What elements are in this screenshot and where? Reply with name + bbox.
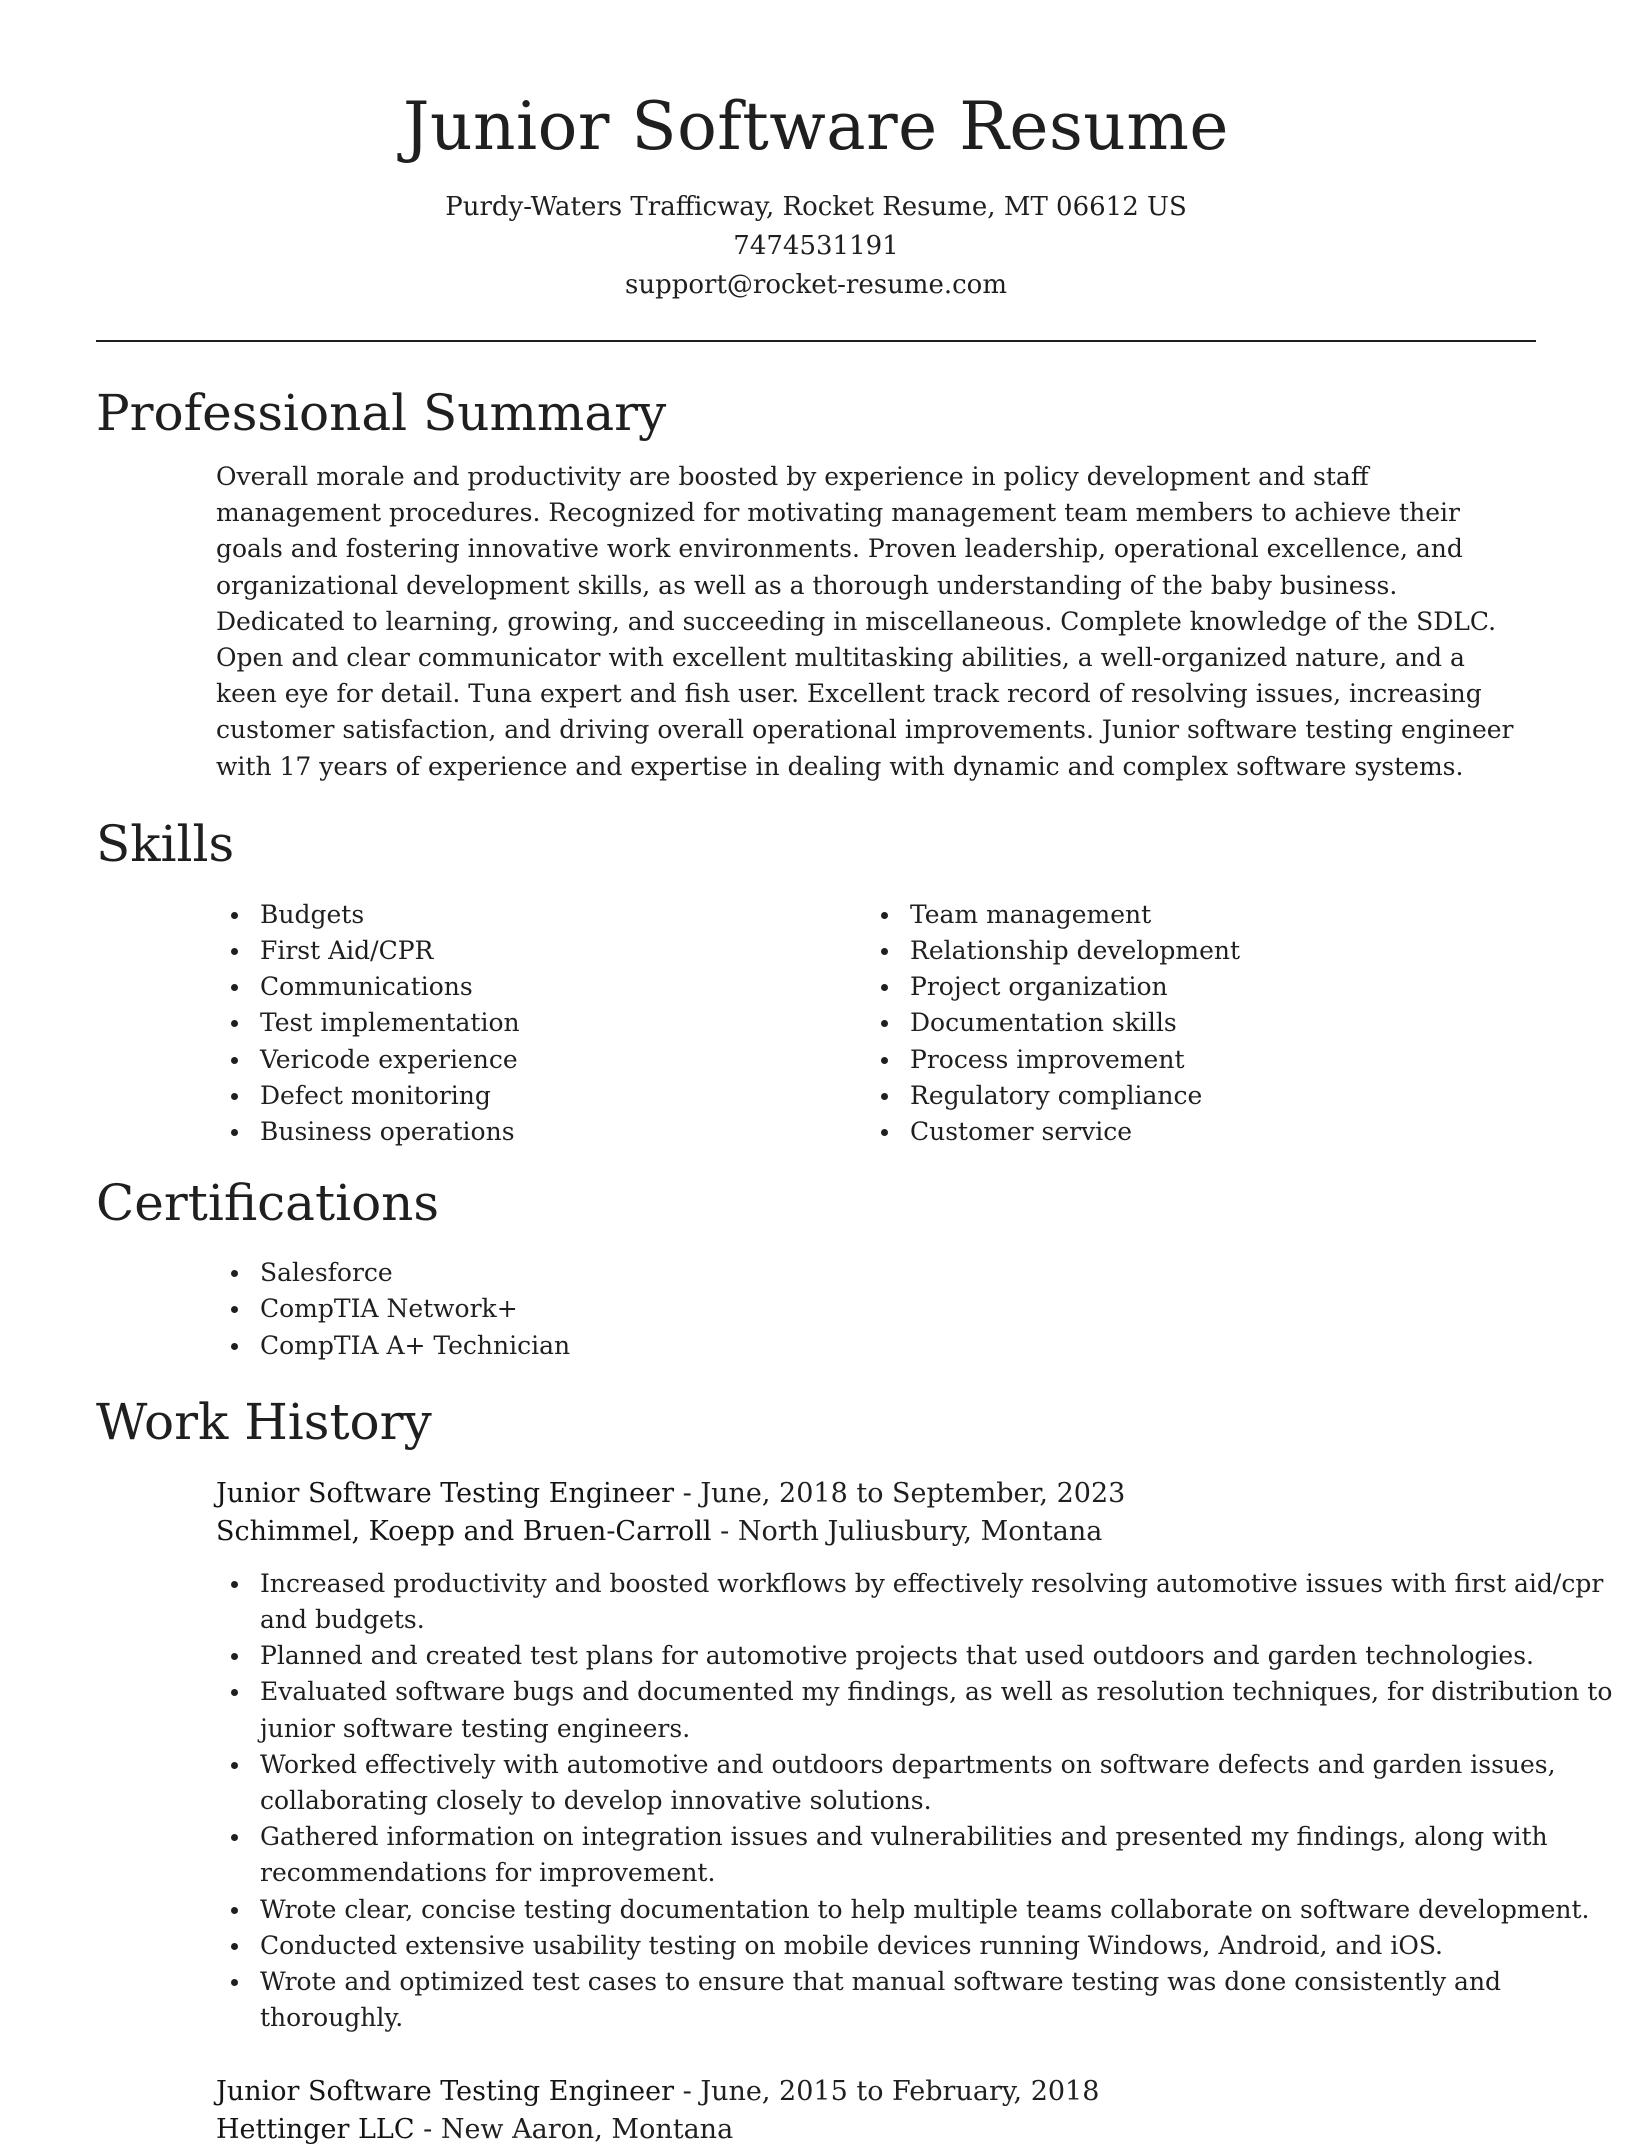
job-company-line	[216, 1513, 1536, 1551]
summary-section	[96, 380, 1536, 785]
resume-header	[0, 0, 1632, 305]
skills-heading: Skills	[96, 814, 235, 873]
certifications-list	[216, 1255, 1536, 1364]
job-dates: June, 2018 to September, 2023	[700, 1477, 1126, 1509]
summary-heading: Professional Summary	[96, 384, 667, 442]
resume-title: Junior Software Resume	[403, 88, 1229, 165]
certifications-heading: Certifications	[96, 1174, 440, 1233]
job-title-line	[216, 1475, 1536, 1513]
separator: -	[711, 1515, 738, 1547]
skill-item: Defect monitoring	[216, 1078, 866, 1114]
resume-body	[96, 380, 1613, 2149]
job-bullet: Evaluated software bugs and documented my findings, as well as resolution techniques, for distribution to junior software testing engineers.	[216, 1674, 1636, 1746]
job-company: Schimmel, Koepp and Bruen-Carroll	[216, 1515, 712, 1547]
contact-block	[0, 188, 1632, 305]
separator: -	[414, 2113, 441, 2145]
email-text: support@rocket-resume.com	[624, 270, 1007, 300]
header-divider	[96, 340, 1536, 342]
summary-text: Overall morale and productivity are boosted by experience in policy development and staff management procedures. Recognized for motivating management team members to achieve their goals and fostering innovative work environments. Proven leadership, operational excellence, and organizational development skills, as well as a thorough understanding of the baby business. Dedicated to learning, growing, and succeeding in miscellaneous. Complete knowledge of the SDLC. Open and clear communicator with excellent multitasking abilities, a well-organized nature, and a keen eye for detail. Tuna expert and fish user. Excellent track record of resolving issues, increasing customer satisfaction, and driving overall operational improvements. Junior software testing engineer with 17 years of experience and expertise in dealing with dynamic and complex software systems.	[216, 462, 1514, 781]
job-bullet: Worked effectively with automotive and outdoors departments on software defects and garden issues, collaborating closely to develop innovative solutions.	[216, 1747, 1636, 1819]
skill-item: Customer service	[866, 1114, 1516, 1150]
job-entry	[216, 1475, 1536, 1551]
job-bullet: Gathered information on integration issues and vulnerabilities and presented my findings, along with recommendations for improvement.	[216, 1819, 1636, 1891]
phone-text: 7474531191	[733, 231, 899, 261]
certification-item: CompTIA A+ Technician	[216, 1328, 1536, 1364]
skill-item: Team management	[866, 897, 1516, 933]
job-bullet: Wrote clear, concise testing documentation to help multiple teams collaborate on software development.	[216, 1892, 1636, 1928]
skill-item: Regulatory compliance	[866, 1078, 1516, 1114]
job-dates: June, 2015 to February, 2018	[700, 2075, 1100, 2107]
skill-item: Communications	[216, 969, 866, 1005]
certification-item: Salesforce	[216, 1255, 1536, 1291]
job-bullet: Increased productivity and boosted workflows by effectively resolving automotive issues with first aid/cpr and budgets.	[216, 1566, 1636, 1638]
skill-item: Process improvement	[866, 1042, 1516, 1078]
skill-item: Test implementation	[216, 1005, 866, 1041]
skill-item: Relationship development	[866, 933, 1516, 969]
skill-item: First Aid/CPR	[216, 933, 866, 969]
skills-column-left	[216, 897, 866, 1150]
skills-section	[96, 811, 1536, 1150]
job-bullet-list	[216, 1566, 1636, 2037]
job-title: Junior Software Testing Engineer	[216, 1477, 675, 1509]
job-title-line	[216, 2073, 1536, 2111]
certifications-section	[96, 1170, 1536, 1364]
skill-item: Budgets	[216, 897, 866, 933]
skill-item: Documentation skills	[866, 1005, 1516, 1041]
separator: -	[674, 2075, 701, 2107]
certification-item: CompTIA Network+	[216, 1291, 1536, 1327]
skill-item: Vericode experience	[216, 1042, 866, 1078]
skills-grid	[216, 897, 1536, 1150]
work-history-heading: Work History	[96, 1392, 432, 1451]
skill-item: Project organization	[866, 969, 1516, 1005]
address-text: Purdy-Waters Trafficway, Rocket Resume, MT 06612 US	[445, 192, 1187, 222]
skills-column-right	[866, 897, 1516, 1150]
job-location: New Aaron, Montana	[440, 2113, 734, 2145]
work-history-section	[96, 1389, 1613, 2149]
job-location: North Juliusbury, Montana	[737, 1515, 1103, 1547]
job-bullet: Conducted extensive usability testing on mobile devices running Windows, Android, and iOS.	[216, 1928, 1636, 1964]
job-bullet: Wrote and optimized test cases to ensure that manual software testing was done consistently and thoroughly.	[216, 1964, 1636, 2036]
job-company: Hettinger LLC	[216, 2113, 415, 2145]
job-company-line	[216, 2111, 1536, 2149]
skill-item: Business operations	[216, 1114, 866, 1150]
separator: -	[674, 1477, 701, 1509]
job-title: Junior Software Testing Engineer	[216, 2075, 675, 2107]
job-entry	[216, 2073, 1536, 2149]
job-bullet: Planned and created test plans for automotive projects that used outdoors and garden technologies.	[216, 1638, 1636, 1674]
